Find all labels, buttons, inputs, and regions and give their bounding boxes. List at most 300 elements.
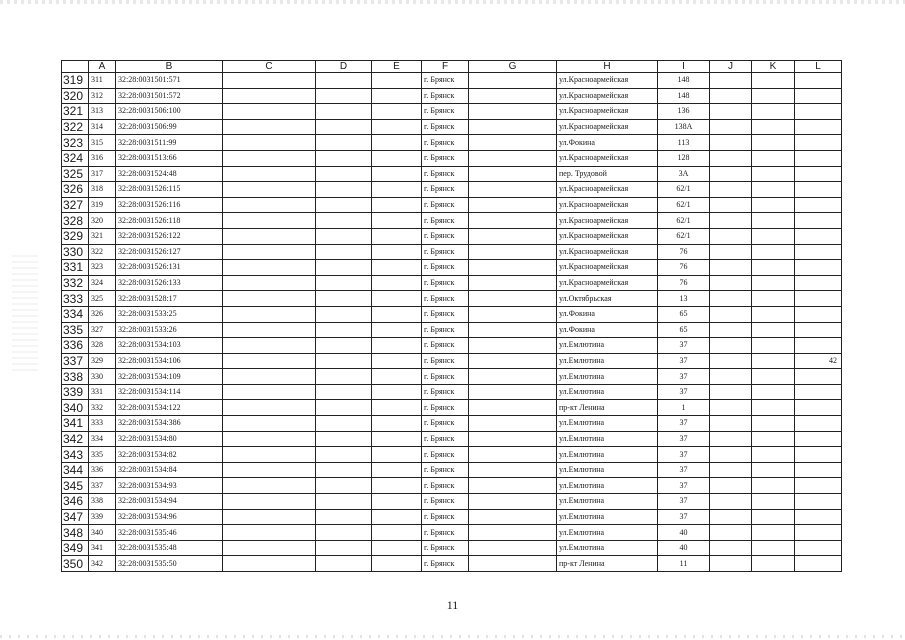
cell-a: 333 — [89, 416, 116, 432]
cell-d — [316, 275, 372, 291]
cell-f: г. Брянск — [422, 431, 469, 447]
row-number: 330 — [62, 244, 89, 260]
cell-k — [752, 447, 795, 463]
cell-d — [316, 478, 372, 494]
cell-c — [223, 228, 316, 244]
cell-f: г. Брянск — [422, 306, 469, 322]
cell-d — [316, 431, 372, 447]
cell-c — [223, 73, 316, 89]
column-header-l: L — [795, 61, 842, 73]
cell-j — [710, 213, 752, 229]
cell-b: 32:28:0031526:122 — [116, 228, 223, 244]
cell-c — [223, 509, 316, 525]
cell-l — [795, 166, 842, 182]
table-row — [62, 135, 842, 151]
cell-b: 32:28:0031534:94 — [116, 494, 223, 510]
cell-i: 40 — [658, 525, 710, 541]
cell-b: 32:28:0031535:46 — [116, 525, 223, 541]
cell-j — [710, 384, 752, 400]
cell-l — [795, 416, 842, 432]
row-number: 322 — [62, 119, 89, 135]
cell-a: 330 — [89, 369, 116, 385]
cell-f: г. Брянск — [422, 88, 469, 104]
row-number: 337 — [62, 353, 89, 369]
table-row — [62, 275, 842, 291]
cell-e — [372, 447, 422, 463]
cell-h: пр-кт Ленина — [557, 556, 658, 572]
cell-l — [795, 384, 842, 400]
cell-h: ул.Фокина — [557, 322, 658, 338]
cell-l — [795, 197, 842, 213]
cell-l — [795, 306, 842, 322]
cell-l — [795, 88, 842, 104]
cell-h: ул.Емлютина — [557, 416, 658, 432]
cell-h: пер. Трудовой — [557, 166, 658, 182]
cell-g — [469, 416, 557, 432]
cell-e — [372, 384, 422, 400]
row-number: 334 — [62, 306, 89, 322]
cell-a: 313 — [89, 104, 116, 120]
cell-k — [752, 291, 795, 307]
cell-i: 65 — [658, 306, 710, 322]
row-number: 339 — [62, 384, 89, 400]
cell-f: г. Брянск — [422, 197, 469, 213]
cell-k — [752, 275, 795, 291]
cell-b: 32:28:0031534:103 — [116, 338, 223, 354]
cell-e — [372, 400, 422, 416]
cell-k — [752, 369, 795, 385]
cell-k — [752, 88, 795, 104]
cell-l — [795, 509, 842, 525]
cell-c — [223, 182, 316, 198]
cell-h: ул.Емлютина — [557, 353, 658, 369]
cell-h: ул.Красноармейская — [557, 182, 658, 198]
cell-h: ул.Емлютина — [557, 462, 658, 478]
cell-g — [469, 197, 557, 213]
cell-c — [223, 384, 316, 400]
cell-h: ул.Красноармейская — [557, 150, 658, 166]
cell-c — [223, 150, 316, 166]
table-row — [62, 540, 842, 556]
column-header-j: J — [710, 61, 752, 73]
cell-k — [752, 384, 795, 400]
cell-e — [372, 369, 422, 385]
cell-k — [752, 400, 795, 416]
cell-k — [752, 540, 795, 556]
cell-a: 317 — [89, 166, 116, 182]
cell-h: ул.Фокина — [557, 306, 658, 322]
cell-k — [752, 509, 795, 525]
table-row — [62, 431, 842, 447]
table-row — [62, 244, 842, 260]
cell-i: 65 — [658, 322, 710, 338]
cell-h: ул.Емлютина — [557, 384, 658, 400]
cell-d — [316, 525, 372, 541]
cell-a: 311 — [89, 73, 116, 89]
cell-k — [752, 338, 795, 354]
cell-g — [469, 556, 557, 572]
cell-b: 32:28:0031526:118 — [116, 213, 223, 229]
cell-b: 32:28:0031501:572 — [116, 88, 223, 104]
cell-j — [710, 431, 752, 447]
cell-h: ул.Красноармейская — [557, 88, 658, 104]
cell-a: 338 — [89, 494, 116, 510]
row-number: 342 — [62, 431, 89, 447]
cell-i: 37 — [658, 369, 710, 385]
cell-j — [710, 494, 752, 510]
row-number: 328 — [62, 213, 89, 229]
row-number: 333 — [62, 291, 89, 307]
cell-e — [372, 416, 422, 432]
cell-a: 319 — [89, 197, 116, 213]
cell-a: 314 — [89, 119, 116, 135]
cell-g — [469, 447, 557, 463]
cell-c — [223, 275, 316, 291]
cell-b: 32:28:0031526:133 — [116, 275, 223, 291]
cell-e — [372, 494, 422, 510]
spreadsheet-table — [61, 60, 842, 572]
cell-e — [372, 73, 422, 89]
cell-h: ул.Красноармейская — [557, 119, 658, 135]
row-number: 319 — [62, 73, 89, 89]
cell-g — [469, 384, 557, 400]
cell-e — [372, 556, 422, 572]
cell-f: г. Брянск — [422, 462, 469, 478]
cell-e — [372, 322, 422, 338]
cell-e — [372, 228, 422, 244]
cell-i: 148 — [658, 73, 710, 89]
cell-h: ул.Емлютина — [557, 478, 658, 494]
table-row — [62, 119, 842, 135]
row-number: 326 — [62, 182, 89, 198]
table-row — [62, 384, 842, 400]
cell-i: 37 — [658, 353, 710, 369]
cell-i: 62/1 — [658, 197, 710, 213]
row-number: 347 — [62, 509, 89, 525]
cell-l — [795, 494, 842, 510]
cell-l: 42 — [795, 353, 842, 369]
cell-e — [372, 338, 422, 354]
cell-c — [223, 525, 316, 541]
cell-l — [795, 447, 842, 463]
row-number: 348 — [62, 525, 89, 541]
cell-j — [710, 400, 752, 416]
cell-j — [710, 447, 752, 463]
cell-i: 136 — [658, 104, 710, 120]
table-row — [62, 228, 842, 244]
cell-e — [372, 431, 422, 447]
cell-f: г. Брянск — [422, 104, 469, 120]
cell-c — [223, 494, 316, 510]
cell-a: 339 — [89, 509, 116, 525]
cell-j — [710, 416, 752, 432]
table-row — [62, 369, 842, 385]
cell-d — [316, 384, 372, 400]
cell-e — [372, 260, 422, 276]
cell-c — [223, 104, 316, 120]
cell-f: г. Брянск — [422, 556, 469, 572]
cell-i: 37 — [658, 462, 710, 478]
cell-j — [710, 525, 752, 541]
cell-g — [469, 306, 557, 322]
cell-d — [316, 73, 372, 89]
cell-a: 334 — [89, 431, 116, 447]
cell-k — [752, 119, 795, 135]
cell-l — [795, 556, 842, 572]
cell-f: г. Брянск — [422, 182, 469, 198]
table-row — [62, 197, 842, 213]
cell-g — [469, 244, 557, 260]
cell-j — [710, 338, 752, 354]
cell-g — [469, 478, 557, 494]
cell-h: ул.Емлютина — [557, 494, 658, 510]
cell-b: 32:28:0031534:84 — [116, 462, 223, 478]
column-header-h: H — [557, 61, 658, 73]
cell-a: 326 — [89, 306, 116, 322]
cell-g — [469, 540, 557, 556]
cell-c — [223, 135, 316, 151]
cell-i: 1 — [658, 400, 710, 416]
cell-e — [372, 291, 422, 307]
cell-j — [710, 275, 752, 291]
cell-d — [316, 447, 372, 463]
cell-a: 315 — [89, 135, 116, 151]
cell-i: 37 — [658, 509, 710, 525]
cell-k — [752, 431, 795, 447]
cell-f: г. Брянск — [422, 384, 469, 400]
table-row — [62, 494, 842, 510]
cell-a: 312 — [89, 88, 116, 104]
cell-j — [710, 540, 752, 556]
row-number: 340 — [62, 400, 89, 416]
scan-noise-bottom — [0, 635, 905, 638]
cell-g — [469, 322, 557, 338]
cell-k — [752, 73, 795, 89]
cell-e — [372, 275, 422, 291]
cell-g — [469, 182, 557, 198]
cell-l — [795, 260, 842, 276]
cell-a: 329 — [89, 353, 116, 369]
cell-h: ул.Красноармейская — [557, 228, 658, 244]
column-header-f: F — [422, 61, 469, 73]
cell-d — [316, 104, 372, 120]
cell-e — [372, 182, 422, 198]
table-row — [62, 447, 842, 463]
cell-a: 321 — [89, 228, 116, 244]
cell-a: 325 — [89, 291, 116, 307]
cell-h: ул.Красноармейская — [557, 73, 658, 89]
cell-l — [795, 244, 842, 260]
table-row — [62, 104, 842, 120]
cell-f: г. Брянск — [422, 494, 469, 510]
column-header-row — [62, 61, 842, 73]
page-number: 11 — [446, 598, 459, 612]
cell-f: г. Брянск — [422, 119, 469, 135]
cell-k — [752, 322, 795, 338]
cell-f: г. Брянск — [422, 416, 469, 432]
cell-k — [752, 228, 795, 244]
row-number: 346 — [62, 494, 89, 510]
cell-l — [795, 525, 842, 541]
table-row — [62, 322, 842, 338]
cell-b: 32:28:0031533:26 — [116, 322, 223, 338]
cell-b: 32:28:0031526:116 — [116, 197, 223, 213]
cell-i: 37 — [658, 478, 710, 494]
cell-b: 32:28:0031534:80 — [116, 431, 223, 447]
cell-k — [752, 244, 795, 260]
cell-g — [469, 525, 557, 541]
cell-h: ул.Красноармейская — [557, 244, 658, 260]
cell-a: 332 — [89, 400, 116, 416]
cell-a: 324 — [89, 275, 116, 291]
table-row — [62, 306, 842, 322]
cell-a: 320 — [89, 213, 116, 229]
cell-e — [372, 88, 422, 104]
cell-b: 32:28:0031506:99 — [116, 119, 223, 135]
row-number: 341 — [62, 416, 89, 432]
cell-f: г. Брянск — [422, 244, 469, 260]
cell-e — [372, 478, 422, 494]
cell-d — [316, 353, 372, 369]
row-number: 336 — [62, 338, 89, 354]
cell-f: г. Брянск — [422, 150, 469, 166]
cell-g — [469, 119, 557, 135]
cell-l — [795, 462, 842, 478]
cell-f: г. Брянск — [422, 73, 469, 89]
cell-f: г. Брянск — [422, 353, 469, 369]
cell-d — [316, 494, 372, 510]
cell-h: ул.Емлютина — [557, 540, 658, 556]
column-header-k: K — [752, 61, 795, 73]
row-number: 349 — [62, 540, 89, 556]
cell-e — [372, 540, 422, 556]
cell-g — [469, 88, 557, 104]
cell-f: г. Брянск — [422, 260, 469, 276]
row-number: 329 — [62, 228, 89, 244]
row-number: 332 — [62, 275, 89, 291]
cell-a: 335 — [89, 447, 116, 463]
cell-a: 328 — [89, 338, 116, 354]
cell-i: 76 — [658, 244, 710, 260]
table-row — [62, 525, 842, 541]
cell-i: 76 — [658, 260, 710, 276]
cell-g — [469, 166, 557, 182]
cell-e — [372, 306, 422, 322]
cell-l — [795, 73, 842, 89]
cell-f: г. Брянск — [422, 291, 469, 307]
cell-e — [372, 197, 422, 213]
cell-c — [223, 322, 316, 338]
row-number: 320 — [62, 88, 89, 104]
cell-f: г. Брянск — [422, 228, 469, 244]
cell-h: ул.Емлютина — [557, 369, 658, 385]
cell-a: 341 — [89, 540, 116, 556]
cell-a: 337 — [89, 478, 116, 494]
table-row — [62, 213, 842, 229]
cell-g — [469, 353, 557, 369]
row-number: 335 — [62, 322, 89, 338]
cell-f: г. Брянск — [422, 540, 469, 556]
cell-l — [795, 213, 842, 229]
cell-b: 32:28:0031534:93 — [116, 478, 223, 494]
cell-l — [795, 119, 842, 135]
row-number: 321 — [62, 104, 89, 120]
column-header-c: C — [223, 61, 316, 73]
cell-k — [752, 182, 795, 198]
cell-c — [223, 462, 316, 478]
cell-c — [223, 291, 316, 307]
column-header-e: E — [372, 61, 422, 73]
cell-i: 37 — [658, 384, 710, 400]
cell-a: 340 — [89, 525, 116, 541]
cell-g — [469, 150, 557, 166]
cell-d — [316, 182, 372, 198]
cell-c — [223, 369, 316, 385]
cell-h: ул.Красноармейская — [557, 260, 658, 276]
cell-j — [710, 166, 752, 182]
table-row — [62, 353, 842, 369]
row-number: 338 — [62, 369, 89, 385]
cell-a: 323 — [89, 260, 116, 276]
cell-k — [752, 525, 795, 541]
table-row — [62, 338, 842, 354]
cell-b: 32:28:0031534:386 — [116, 416, 223, 432]
cell-b: 32:28:0031534:96 — [116, 509, 223, 525]
column-header-i: I — [658, 61, 710, 73]
cell-f: г. Брянск — [422, 509, 469, 525]
cell-k — [752, 135, 795, 151]
cell-i: 62/1 — [658, 182, 710, 198]
cell-a: 316 — [89, 150, 116, 166]
cell-d — [316, 213, 372, 229]
cell-j — [710, 478, 752, 494]
cell-b: 32:28:0031501:571 — [116, 73, 223, 89]
cell-c — [223, 166, 316, 182]
cell-i: 128 — [658, 150, 710, 166]
cell-j — [710, 244, 752, 260]
cell-k — [752, 104, 795, 120]
cell-k — [752, 353, 795, 369]
cell-d — [316, 150, 372, 166]
cell-i: 37 — [658, 447, 710, 463]
cell-a: 342 — [89, 556, 116, 572]
cell-i: 11 — [658, 556, 710, 572]
cell-b: 32:28:0031526:115 — [116, 182, 223, 198]
cell-k — [752, 166, 795, 182]
cell-g — [469, 338, 557, 354]
cell-c — [223, 88, 316, 104]
cell-f: г. Брянск — [422, 400, 469, 416]
cell-c — [223, 556, 316, 572]
cell-l — [795, 540, 842, 556]
cell-b: 32:28:0031511:99 — [116, 135, 223, 151]
row-number: 350 — [62, 556, 89, 572]
cell-b: 32:28:0031506:100 — [116, 104, 223, 120]
cell-h: ул.Красноармейская — [557, 197, 658, 213]
cell-c — [223, 478, 316, 494]
cell-d — [316, 556, 372, 572]
cell-f: г. Брянск — [422, 338, 469, 354]
cell-j — [710, 369, 752, 385]
cell-i: 138А — [658, 119, 710, 135]
cell-h: ул.Емлютина — [557, 525, 658, 541]
cell-l — [795, 431, 842, 447]
table-row — [62, 400, 842, 416]
cell-j — [710, 119, 752, 135]
column-header-g: G — [469, 61, 557, 73]
cell-k — [752, 556, 795, 572]
cell-f: г. Брянск — [422, 447, 469, 463]
